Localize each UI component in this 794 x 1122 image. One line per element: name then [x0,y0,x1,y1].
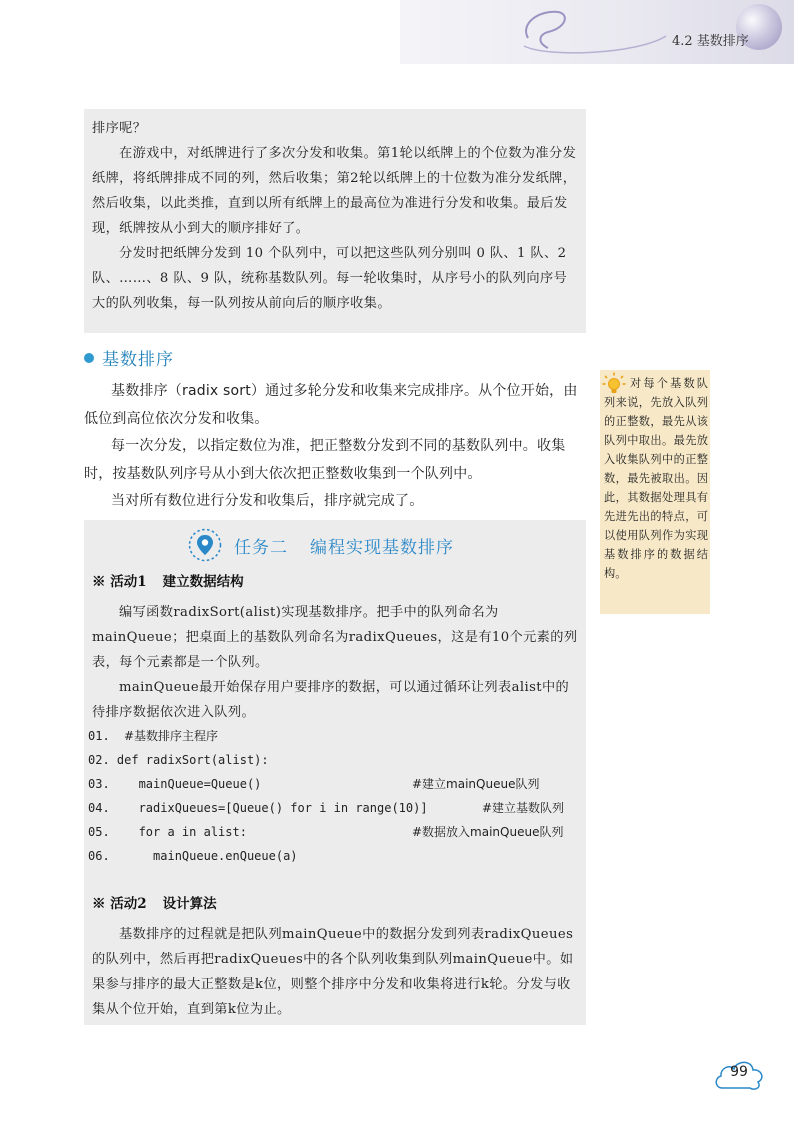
task-label: 任务二 [234,537,288,558]
code-comment: #建立基数队列 [482,801,565,815]
code-line-number: 02. [88,753,110,767]
activity-2-mark: ※ 活动2 [92,896,147,912]
page-number: 99 [730,1064,748,1080]
activity-1-text [92,600,580,725]
code-text: mainQueue.enQueue(a) [109,849,298,863]
body-text [84,378,590,516]
activity-2-paragraph-0: 基数排序的过程就是把队列mainQueue中的数据分发到列表radixQueues的队列中，然后再把radixQueues中的各个队列收集到队列mainQueue中。如果参与排序的最大正整数是k位，则整个排序中分发和收集将进行k轮。分发与收集从个位开始，直到第k位为止。 [92,927,574,1017]
side-note [600,370,710,614]
code-text: mainQueue=Queue() [109,777,262,791]
intro-paragraph-1: 在游戏中，对纸牌进行了多次分发和收集。第1轮以纸牌上的个位数为准分发纸牌，将纸牌排成不同的列，然后收集；第2轮以纸牌上的十位数为准分发纸牌，然后收集，以此类推，直到以所有纸牌上的最高位为准进行分发和收集。最后发现，纸牌按从小到大的顺序排好了。 [92,146,577,236]
location-pin-icon [188,528,222,562]
activity-2-heading [92,892,217,912]
code-line [88,748,582,772]
swirl-decoration-icon [518,6,668,58]
body-paragraph-1: 每一次分发，以指定数位为准，把正整数分发到不同的基数队列中。收集时，按基数队列序号从小到大依次把正整数收集到一个队列中。 [84,438,566,482]
code-line-number: 06. [88,849,110,863]
page-number-badge [712,1054,766,1094]
body-paragraph-0: 基数排序（radix sort）通过多轮分发和收集来完成排序。从个位开始，由低位到高位依次分发和收集。 [84,383,578,427]
code-comment: #建立mainQueue队列 [412,777,540,791]
code-line [88,820,582,844]
activity-1-heading [92,570,244,590]
activity-1-title: 建立数据结构 [162,574,244,590]
code-line [88,796,582,820]
code-line [88,772,582,796]
code-text: for a in alist: [109,825,247,839]
code-line-number: 01. [88,729,110,743]
activity-1-paragraph-1: mainQueue最开始保存用户要排序的数据，可以通过循环让列表alist中的待排序数据依次进入队列。 [92,680,570,720]
activity-1-mark: ※ 活动1 [92,574,147,590]
code-line-number: 04. [88,801,110,815]
section-header: 4.2 基数排序 [672,34,749,49]
activity-2-title: 设计算法 [162,896,217,912]
task-title [234,533,454,558]
task-name: 编程实现基数排序 [310,537,454,558]
section-heading [84,345,174,370]
code-block [88,724,582,868]
activity-1-paragraph-0: 编写函数radixSort(alist)实现基数排序。把手中的队列命名为mainQueue；把桌面上的基数队列命名为radixQueues，这是有10个元素的列表，每个元素都是一个队列。 [92,605,578,670]
task-heading [188,528,454,562]
intro-paragraph-0: 排序呢？ [92,121,147,136]
bullet-dot-icon [84,353,94,363]
page-header [400,0,794,64]
intro-paragraph-2: 分发时把纸牌分发到 10 个队列中，可以把这些队列分别叫 0 队、1 队、2 队、……、8 队、9 队，统称基数队列。每一轮收集时，从序号小的队列向序号大的队列收集，每一队列按从前向后的顺序收集。 [92,246,568,311]
side-note-text: 对每个基数队列来说，先放入队列的正整数，最先从该队列中取出。最先放入收集队列中的正整数，最先被取出。因此，其数据处理具有先进先出的特点，可以使用队列作为实现基数排序的数据结构。 [604,377,708,580]
code-text: def radixSort(alist): [109,753,269,767]
task-box [84,520,586,1025]
activity-2-text [92,922,580,1022]
code-text: radixQueues=[Queue() for i in range(10)] [109,801,428,815]
code-line-number: 05. [88,825,110,839]
code-comment: #数据放入mainQueue队列 [412,825,564,839]
code-comment: #基数排序主程序 [124,729,219,743]
body-paragraph-2: 当对所有数位进行分发和收集后，排序就完成了。 [111,493,424,509]
code-line [88,844,582,868]
intro-box [84,109,586,333]
code-line-number: 03. [88,777,110,791]
section-title: 基数排序 [102,350,174,370]
code-line [88,724,582,748]
